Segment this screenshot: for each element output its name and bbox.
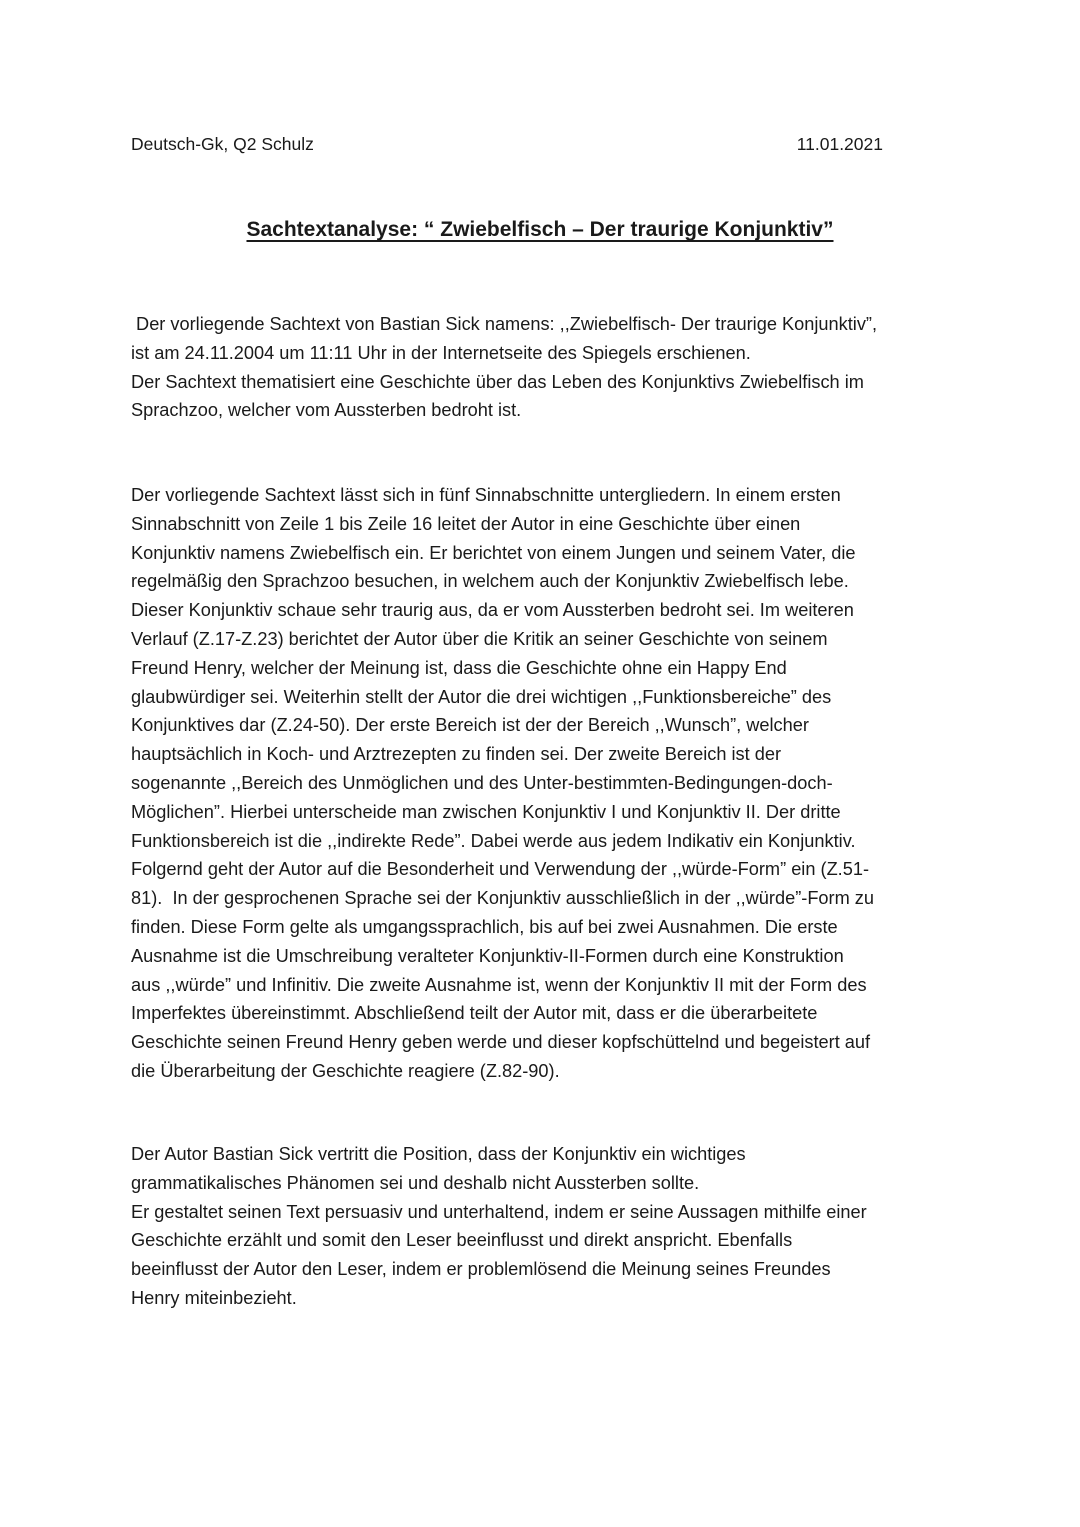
text-line: Henry miteinbezieht.	[131, 1287, 297, 1308]
text-line: Sinnabschnitt von Zeile 1 bis Zeile 16 leitet der Autor in eine Geschichte über einen	[131, 513, 801, 534]
text-line: Dieser Konjunktiv schaue sehr traurig aus, da er vom Aussterben bedroht sei. Im weiteren	[131, 600, 854, 621]
text-line: Folgernd geht der Autor auf die Besonderheit und Verwendung der ,,würde-Form” ein (Z.51-	[131, 859, 870, 880]
text-line: Geschichte seinen Freund Henry geben werde und dieser kopfschüttelnd und begeistert auf	[131, 1032, 871, 1053]
text-line: beeinflusst der Autor den Leser, indem er problemlösend die Meinung seines Freundes	[131, 1259, 831, 1280]
text-line: 81). In der gesprochenen Sprache sei der Konjunktiv ausschließlich in der ,,würde”-Form zu	[131, 888, 875, 909]
text-line: hauptsächlich in Koch- und Arztrezepten zu finden sei. Der zweite Bereich ist der	[131, 744, 782, 765]
text-line: sogenannte ,,Bereich des Unmöglichen und des Unter-bestimmten-Bedingungen-doch-	[131, 772, 833, 793]
date-label: 11.01.2021	[796, 134, 883, 154]
text-line: Ausnahme ist die Umschreibung veralteter Konjunktiv-II-Formen durch eine Konstruktion	[131, 945, 844, 966]
text-line: Verlauf (Z.17-Z.23) berichtet der Autor über die Kritik an seiner Geschichte von seinem	[131, 628, 828, 649]
paragraph-main	[131, 481, 961, 1086]
text-line: Der vorliegende Sachtext lässt sich in fünf Sinnabschnitte untergliedern. In einem ersten	[131, 485, 841, 505]
text-line: finden. Diese Form gelte als umgangssprachlich, bis auf bei zwei Ausnahmen. Die erste	[131, 916, 838, 937]
text-line: aus ,,würde” und Infinitiv. Die zweite Ausnahme ist, wenn der Konjunktiv II mit der Form des	[131, 974, 867, 995]
text-line: Konjunktiv namens Zwiebelfisch ein. Er berichtet von einem Jungen und seinem Vater, die	[131, 542, 856, 563]
text-line: Der Sachtext thematisiert eine Geschichte über das Leben des Konjunktivs Zwiebelfisch im	[131, 371, 864, 392]
text-line: Er gestaltet seinen Text persuasiv und unterhaltend, indem er seine Aussagen mithilfe einer	[131, 1201, 867, 1222]
text-line: glaubwürdiger sei. Weiterhin stellt der Autor die drei wichtigen ,,Funktionsbereiche” des	[131, 686, 832, 707]
text-line: die Überarbeitung der Geschichte reagiere (Z.82-90).	[131, 1060, 560, 1081]
text-line: Imperfektes übereinstimmt. Abschließend teilt der Autor mit, dass er die überarbeitete	[131, 1003, 818, 1024]
text-line: Sprachzoo, welcher vom Aussterben bedroht ist.	[131, 400, 522, 421]
text-line: regelmäßig den Sprachzoo besuchen, in welchem auch der Konjunktiv Zwiebelfisch lebe.	[131, 571, 849, 592]
text-line: Der vorliegende Sachtext von Bastian Sick namens: ,,Zwiebelfisch- Der traurige Konjunktiv”,	[131, 314, 878, 334]
text-line: ist am 24.11.2004 um 11:11 Uhr in der Internetseite des Spiegels erschienen.	[131, 342, 751, 363]
header	[131, 132, 883, 156]
paragraph-position	[131, 1140, 961, 1313]
document-title-text: Sachtextanalyse: “ Zwiebelfisch – Der traurige Konjunktiv”	[246, 218, 834, 241]
text-line: Freund Henry, welcher der Meinung ist, dass die Geschichte ohne ein Happy End	[131, 657, 787, 678]
course-label: Deutsch-Gk, Q2 Schulz	[131, 134, 314, 154]
text-line: Geschichte erzählt und somit den Leser beeinflusst und direkt anspricht. Ebenfalls	[131, 1230, 793, 1251]
text-line: Möglichen”. Hierbei unterscheide man zwischen Konjunktiv I und Konjunktiv II. Der dritte	[131, 801, 841, 822]
text-line: Der Autor Bastian Sick vertritt die Position, dass der Konjunktiv ein wichtiges	[131, 1144, 746, 1164]
text-line: Konjunktives dar (Z.24-50). Der erste Bereich ist der der Bereich ,,Wunsch”, welcher	[131, 715, 809, 736]
paragraph-intro	[131, 310, 961, 425]
text-line: Funktionsbereich ist die ,,indirekte Rede”. Dabei werde aus jedem Indikativ ein Konjunktiv.	[131, 830, 856, 851]
text-line: grammatikalisches Phänomen sei und deshalb nicht Aussterben sollte.	[131, 1172, 700, 1193]
document-title	[0, 215, 1080, 245]
